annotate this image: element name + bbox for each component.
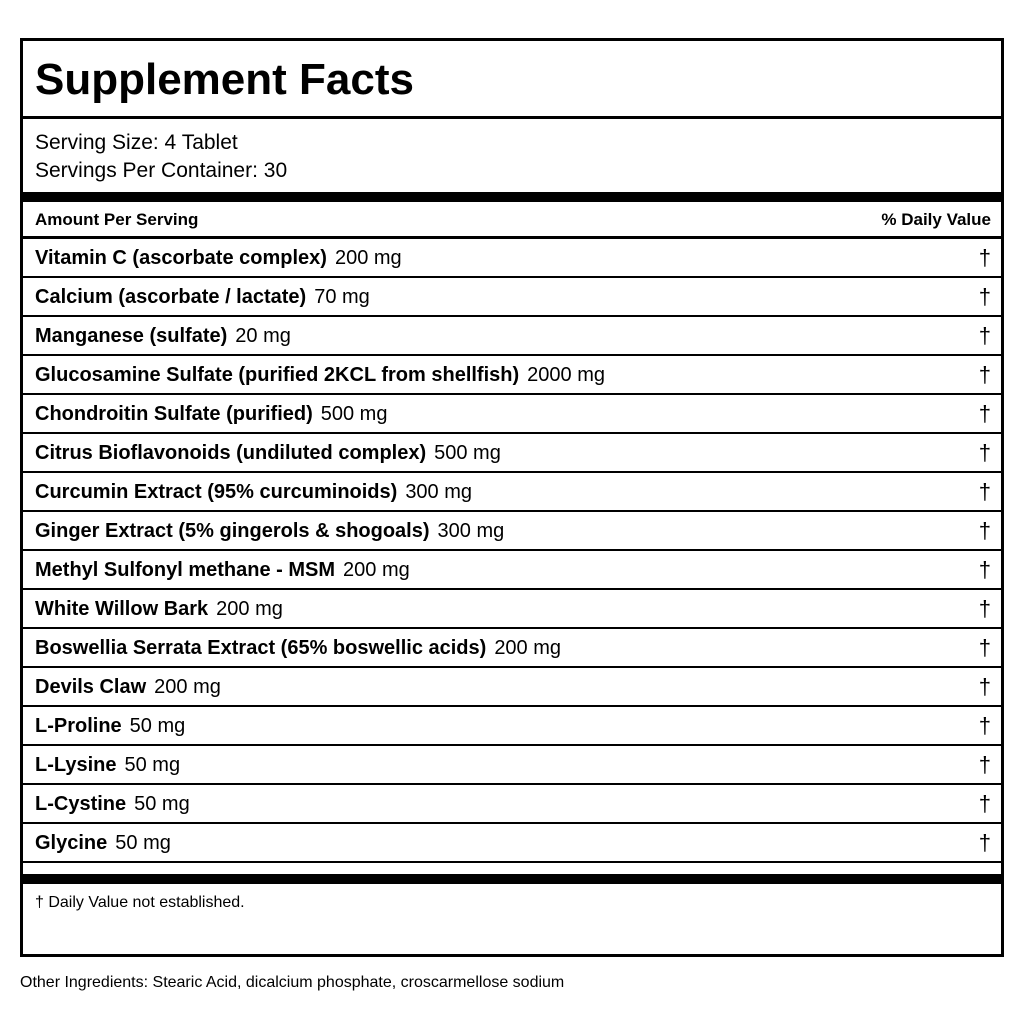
thick-divider-bottom <box>23 874 1001 884</box>
ingredient-name: L-Cystine <box>35 793 127 815</box>
amount-per-serving-header: Amount Per Serving <box>35 210 199 229</box>
ingredient-daily-value: † <box>978 713 991 738</box>
ingredient-daily-value: † <box>978 401 991 426</box>
ingredient-name: Calcium (ascorbate / lactate) <box>35 286 307 308</box>
ingredient-amount: 200 mg <box>494 637 562 659</box>
ingredient-amount: 200 mg <box>343 559 410 581</box>
serving-size: Serving Size: 4 Tablet <box>35 131 238 154</box>
ingredient-name: L-Proline <box>35 715 122 737</box>
ingredient-amount: 50 mg <box>134 793 190 815</box>
ingredient-daily-value: † <box>978 557 991 582</box>
ingredient-name: Ginger Extract (5% gingerols & shogoals) <box>35 520 430 542</box>
ingredient-name: Chondroitin Sulfate (purified) <box>35 403 313 425</box>
ingredient-row <box>23 395 1001 434</box>
panel-title: Supplement Facts <box>35 55 414 104</box>
ingredient-daily-value: † <box>978 284 991 309</box>
ingredient-daily-value: † <box>978 830 991 855</box>
ingredient-amount: 200 mg <box>154 676 221 698</box>
ingredient-amount: 500 mg <box>320 403 388 425</box>
thick-divider-top <box>23 192 1001 202</box>
ingredient-row <box>23 785 1001 824</box>
ingredient-row <box>23 629 1001 668</box>
ingredient-row <box>23 473 1001 512</box>
ingredient-daily-value: † <box>978 791 991 816</box>
ingredient-amount: 200 mg <box>216 598 283 620</box>
ingredient-row <box>23 551 1001 590</box>
ingredient-row <box>23 278 1001 317</box>
ingredient-row <box>23 668 1001 707</box>
supplement-facts-panel <box>20 38 1004 957</box>
daily-value-footnote: † Daily Value not established. <box>35 894 245 911</box>
ingredient-name: Boswellia Serrata Extract (65% boswellic acids) <box>35 637 487 659</box>
servings-per-container: Servings Per Container: 30 <box>35 159 288 182</box>
ingredient-amount: 70 mg <box>314 286 370 308</box>
ingredient-amount: 200 mg <box>334 247 402 269</box>
ingredient-daily-value: † <box>978 479 991 504</box>
ingredient-daily-value: † <box>978 245 991 270</box>
ingredient-row <box>23 707 1001 746</box>
ingredient-amount: 500 mg <box>434 442 501 464</box>
other-ingredients: Other Ingredients: Stearic Acid, dicalcium phosphate, croscarmellose sodium <box>20 974 565 991</box>
ingredient-name: White Willow Bark <box>35 598 209 620</box>
ingredient-amount: 50 mg <box>124 754 181 776</box>
column-header-row <box>23 202 1001 239</box>
ingredient-name: Citrus Bioflavonoids (undiluted complex) <box>35 442 427 464</box>
ingredient-name: Curcumin Extract (95% curcuminoids) <box>35 481 398 503</box>
ingredient-name: Vitamin C (ascorbate complex) <box>35 247 327 269</box>
ingredient-daily-value: † <box>978 362 991 387</box>
ingredient-amount: 20 mg <box>235 325 291 347</box>
ingredient-name: Manganese (sulfate) <box>35 325 228 347</box>
ingredient-row <box>23 746 1001 785</box>
ingredient-amount: 300 mg <box>405 481 473 503</box>
ingredient-name: Glycine <box>35 832 108 854</box>
ingredient-daily-value: † <box>978 440 991 465</box>
ingredient-daily-value: † <box>978 752 991 777</box>
ingredient-daily-value: † <box>978 323 991 348</box>
ingredient-amount: 50 mg <box>115 832 171 854</box>
ingredient-daily-value: † <box>978 518 991 543</box>
title-area <box>23 41 1001 119</box>
ingredient-daily-value: † <box>978 674 991 699</box>
ingredient-name: Devils Claw <box>35 676 147 698</box>
ingredient-name: L-Lysine <box>35 754 117 776</box>
daily-value-header: % Daily Value <box>881 210 991 229</box>
ingredient-row <box>23 356 1001 395</box>
ingredient-row <box>23 239 1001 278</box>
ingredient-row <box>23 434 1001 473</box>
ingredient-row <box>23 512 1001 551</box>
ingredient-daily-value: † <box>978 596 991 621</box>
serving-info <box>35 129 287 185</box>
ingredient-list <box>23 239 1001 863</box>
ingredient-row <box>23 824 1001 863</box>
ingredient-amount: 300 mg <box>437 520 505 542</box>
ingredient-name: Glucosamine Sulfate (purified 2KCL from shellfish) <box>35 364 520 386</box>
ingredient-amount: 2000 mg <box>527 364 605 386</box>
ingredient-row <box>23 317 1001 356</box>
ingredient-row <box>23 590 1001 629</box>
ingredient-name: Methyl Sulfonyl methane - MSM <box>35 559 336 581</box>
ingredient-amount: 50 mg <box>129 715 186 737</box>
ingredient-daily-value: † <box>978 635 991 660</box>
